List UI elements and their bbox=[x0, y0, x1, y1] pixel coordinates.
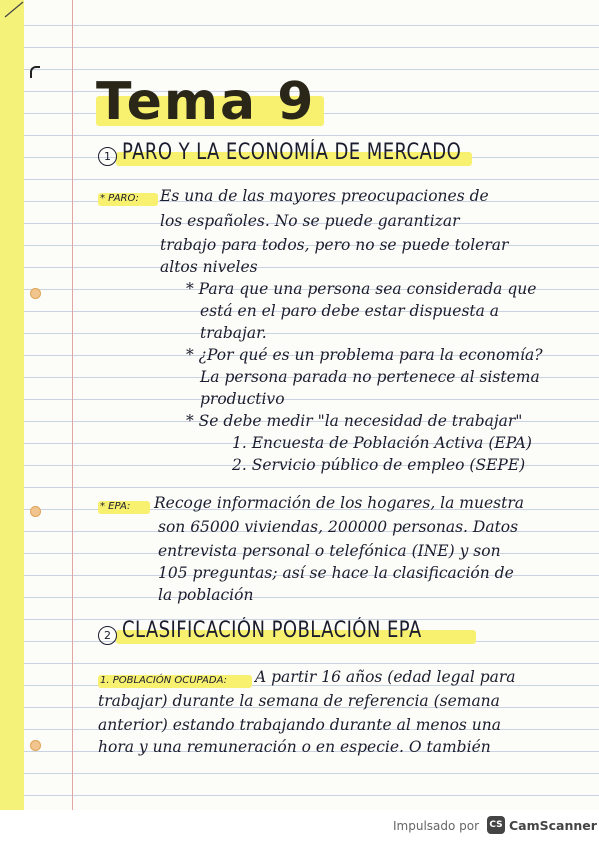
binder-hole bbox=[30, 288, 41, 299]
binder-hole bbox=[30, 740, 41, 751]
epa-line: la población bbox=[158, 586, 254, 604]
binder-hole bbox=[30, 506, 41, 517]
section2-heading: CLASIFICACIÓN POBLACIÓN EPA bbox=[122, 618, 422, 643]
paro-label: * PARO: bbox=[100, 193, 139, 204]
powered-by-text: Impulsado por bbox=[393, 819, 480, 833]
ocupada-label: 1. POBLACIÓN OCUPADA: bbox=[100, 675, 227, 686]
bullet-line: La persona parada no pertenece al sistema bbox=[200, 368, 540, 386]
epa-line: son 65000 viviendas, 200000 personas. Datos bbox=[158, 518, 519, 536]
ocupada-line: anterior) estando trabajando durante al menos una bbox=[98, 716, 501, 734]
ocupada-line: trabajar) durante la semana de referencia (semana bbox=[98, 692, 500, 710]
epa-line: entrevista personal o telefónica (INE) y son bbox=[158, 542, 501, 560]
paro-line: Es una de las mayores preocupaciones de bbox=[160, 187, 489, 205]
corner-pen-mark bbox=[3, 0, 25, 18]
bullet-line: * Se debe medir "la necesidad de trabajar" bbox=[186, 412, 523, 430]
camscanner-logo-icon: CS bbox=[487, 816, 505, 834]
bullet-line: * ¿Por qué es un problema para la economía? bbox=[186, 346, 543, 364]
paro-line: altos niveles bbox=[160, 258, 258, 276]
bullet-line: trabajar. bbox=[200, 324, 267, 342]
pen-tick-mark bbox=[30, 66, 40, 78]
bullet-line: productivo bbox=[200, 390, 285, 408]
ocupada-line: hora y una remuneración o en especie. O también bbox=[98, 738, 491, 756]
section1-heading: PARO Y LA ECONOMÍA DE MERCADO bbox=[122, 140, 462, 165]
bullet-line: está en el paro debe estar dispuesta a bbox=[200, 302, 500, 320]
bullet-line: * Para que una persona sea considerada que bbox=[186, 280, 537, 298]
section1-number: 1 bbox=[98, 147, 117, 166]
paro-line: trabajo para todos, pero no se puede tolerar bbox=[160, 236, 509, 254]
yellow-margin-strip bbox=[0, 0, 24, 810]
measure-item: 2. Servicio público de empleo (SEPE) bbox=[232, 456, 526, 474]
epa-line: 105 preguntas; así se hace la clasificación de bbox=[158, 564, 514, 582]
paro-line: los españoles. No se puede garantizar bbox=[160, 212, 460, 230]
page-title: Tema 9 bbox=[96, 72, 316, 132]
red-margin-line bbox=[72, 0, 73, 810]
epa-label: * EPA: bbox=[100, 501, 131, 512]
measure-item: 1. Encuesta de Población Activa (EPA) bbox=[232, 434, 532, 452]
section2-number: 2 bbox=[98, 626, 117, 645]
ocupada-line: A partir 16 años (edad legal para bbox=[255, 668, 516, 686]
camscanner-brand: CamScanner bbox=[509, 818, 597, 833]
epa-line: Recoge información de los hogares, la muestra bbox=[154, 494, 524, 512]
